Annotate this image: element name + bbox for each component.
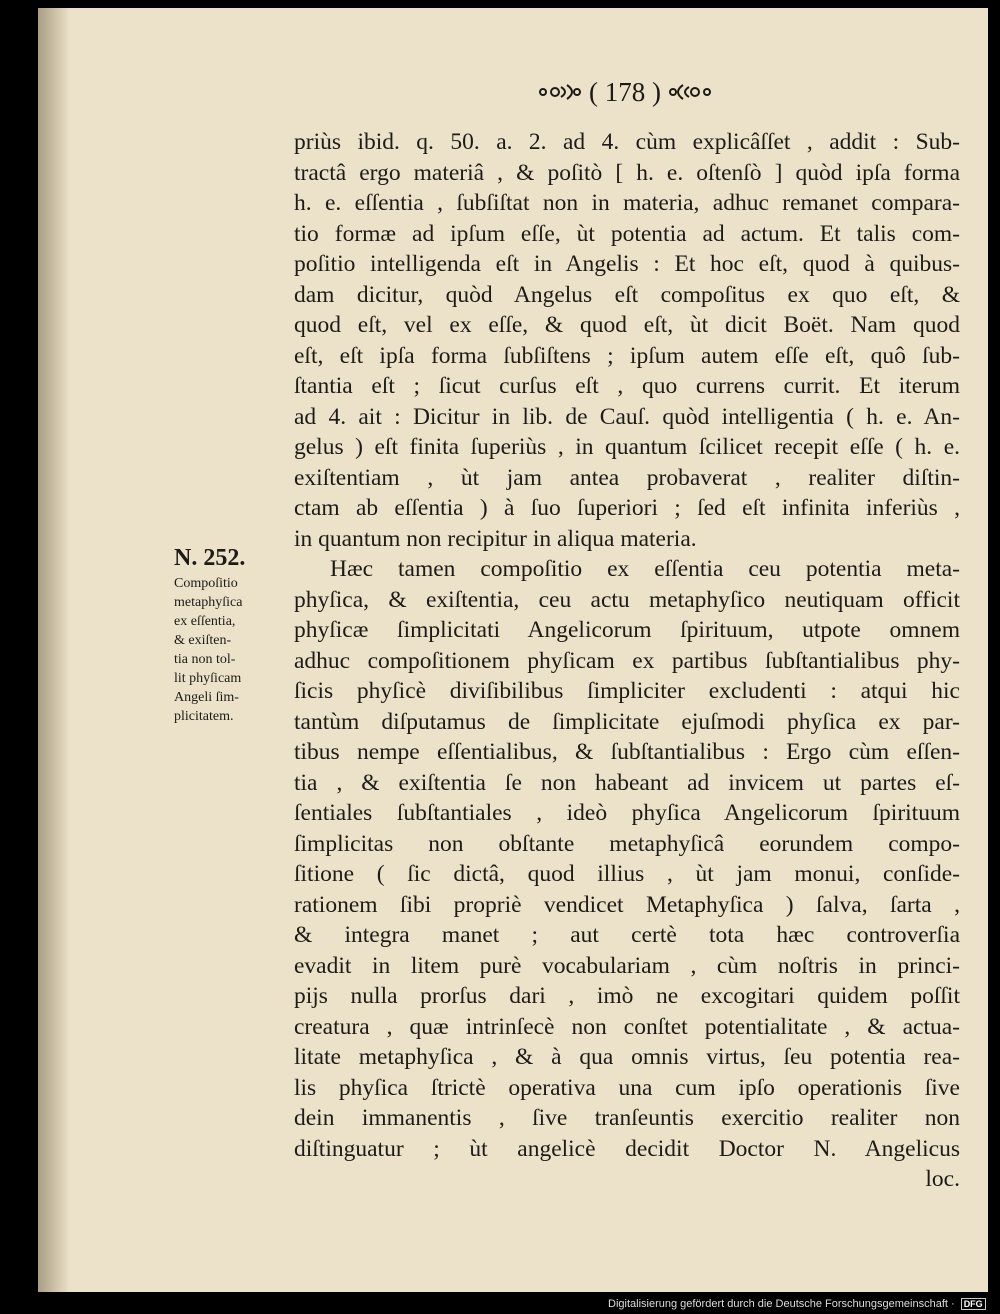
text-line: gelus ) eſt finita ſuperiùs , in quantum ſcilicet recepit eſſe ( h. e.	[294, 434, 960, 460]
text-line: tractâ ergo materiâ , & poſitò [ h. e. oſtenſò ] quòd ipſa forma	[294, 159, 960, 186]
text-line: eſt, eſt ipſa forma ſubſiſtens ; ipſum autem eſſe eſt, quô ſub-	[294, 342, 960, 369]
text-line: ctam ab eſſentia ) à ſuo ſuperiori ; ſed eſt infinita inferiùs ,	[294, 495, 960, 521]
text-line: evadit in litem purè vocabulariam , cùm noſtris in princi-	[294, 952, 960, 979]
text-line: phyſica, & exiſtentia, ceu actu metaphyſico neutiquam officit	[294, 586, 960, 613]
margin-note	[174, 545, 289, 726]
margin-gloss-line: Angeli ſim-	[174, 690, 239, 705]
text-line: ſentiales ſubſtantiales , ideò phyſica Angelicorum ſpirituum	[294, 800, 960, 826]
margin-note-gloss	[174, 574, 289, 726]
text-line: tio formæ ad ipſum eſſe, ùt potentia ad actum. Et talis com-	[294, 220, 960, 247]
text-line: ſtantia eſt ; ſicut curſus eſt , quo currens currit. Et iterum	[294, 373, 960, 399]
text-line: diſtinguatur ; ùt angelicè decidit Doctor N. Angelicus	[294, 1135, 960, 1162]
text-line: poſitio intelligenda eſt in Angelis : Et hoc eſt, quod à quibus-	[294, 251, 960, 277]
text-line: in quantum non recipitur in aliqua materia.	[294, 525, 697, 552]
margin-gloss-line: & exiſten-	[174, 633, 232, 648]
text-line: ad 4. ait : Dicitur in lib. de Cauſ. quòd intelligentia ( h. e. An-	[294, 403, 960, 430]
text-line: priùs ibid. q. 50. a. 2. ad 4. cùm explicâſſet , addit : Sub-	[294, 129, 960, 155]
text-line: tibus nempe eſſentialibus, & ſubſtantialibus : Ergo cùm eſſen-	[294, 739, 960, 765]
text-line: litate metaphyſica , & à qua omnis virtus, ſeu potentia rea-	[294, 1044, 960, 1070]
text-line: & integra manet ; aut certè tota hæc controverſia	[294, 922, 960, 948]
text-line: adhuc compoſitionem phyſicam ex partibus ſubſtantialibus phy-	[294, 647, 960, 674]
margin-gloss-line: lit phyſicam	[174, 671, 242, 686]
text-line: creatura , quæ intrinſecè non conſtet potentialitate , & actua-	[294, 1013, 960, 1040]
margin-gloss-line: ex eſſentia,	[174, 614, 236, 629]
ornament-left-icon	[535, 81, 583, 103]
text-line: ſitione ( ſic dictâ, quod illius , ùt jam monui, conſide-	[294, 861, 960, 887]
text-line: ſimplicitas non obſtante metaphyſicâ eorundem compo-	[294, 830, 960, 857]
text-line: loc.	[925, 1166, 960, 1192]
text-line: h. e. eſſentia , ſubſiſtat non in materia, adhuc remanet compara-	[294, 190, 960, 216]
text-line: rationem ſibi propriè vendicet Metaphyſica ) ſalva, ſarta ,	[294, 891, 960, 918]
ornament-right-icon	[667, 81, 715, 103]
margin-gloss-line: tia non tol-	[174, 652, 236, 667]
text-line: tantùm diſputamus de ſimplicitate ejuſmodi phyſica ex par-	[294, 708, 960, 735]
digitization-footer	[608, 1296, 998, 1312]
margin-gloss-line: Compoſitio	[174, 576, 238, 591]
text-line: dein immanentis , ſive tranſeuntis exercitio realiter non	[294, 1105, 960, 1131]
text-line: ſicis phyſicè diviſibilibus ſimpliciter excludenti : atqui hic	[294, 678, 960, 704]
text-line: phyſicæ ſimplicitati Angelicorum ſpirituum, utpote omnem	[294, 617, 960, 643]
page-number: ( 178 )	[589, 76, 661, 107]
text-line: exiſtentiam , ùt jam antea probaverat , realiter diſtin-	[294, 464, 960, 491]
main-text	[294, 127, 960, 1195]
margin-gloss-line: metaphyſica	[174, 595, 243, 610]
dfg-logo: DFG	[961, 1298, 986, 1310]
text-line: quod eſt, vel ex eſſe, & quod eſt, ùt dicit Boët. Nam quod	[294, 312, 960, 338]
text-line: pijs nulla prorſus dari , imò ne excogitari quidem poſſit	[294, 983, 960, 1009]
margin-gloss-line: plicitatem.	[174, 709, 234, 724]
text-line: tia , & exiſtentia ſe non habeant ad invicem ut partes eſ-	[294, 769, 960, 796]
footer-credit: Digitalisierung gefördert durch die Deutsche Forschungsgemeinschaft ·	[608, 1298, 955, 1310]
page-gutter-shadow	[38, 8, 70, 1292]
margin-note-number: N. 252.	[174, 545, 246, 571]
text-line: Hæc tamen compoſitio ex eſſentia ceu potentia meta-	[330, 556, 960, 582]
page-header	[520, 74, 730, 110]
text-line: dam dicitur, quòd Angelus eſt compoſitus ex quo eſt, &	[294, 281, 960, 308]
text-line: lis phyſica ſtrictè operativa una cum ipſo operationis ſive	[294, 1074, 960, 1101]
